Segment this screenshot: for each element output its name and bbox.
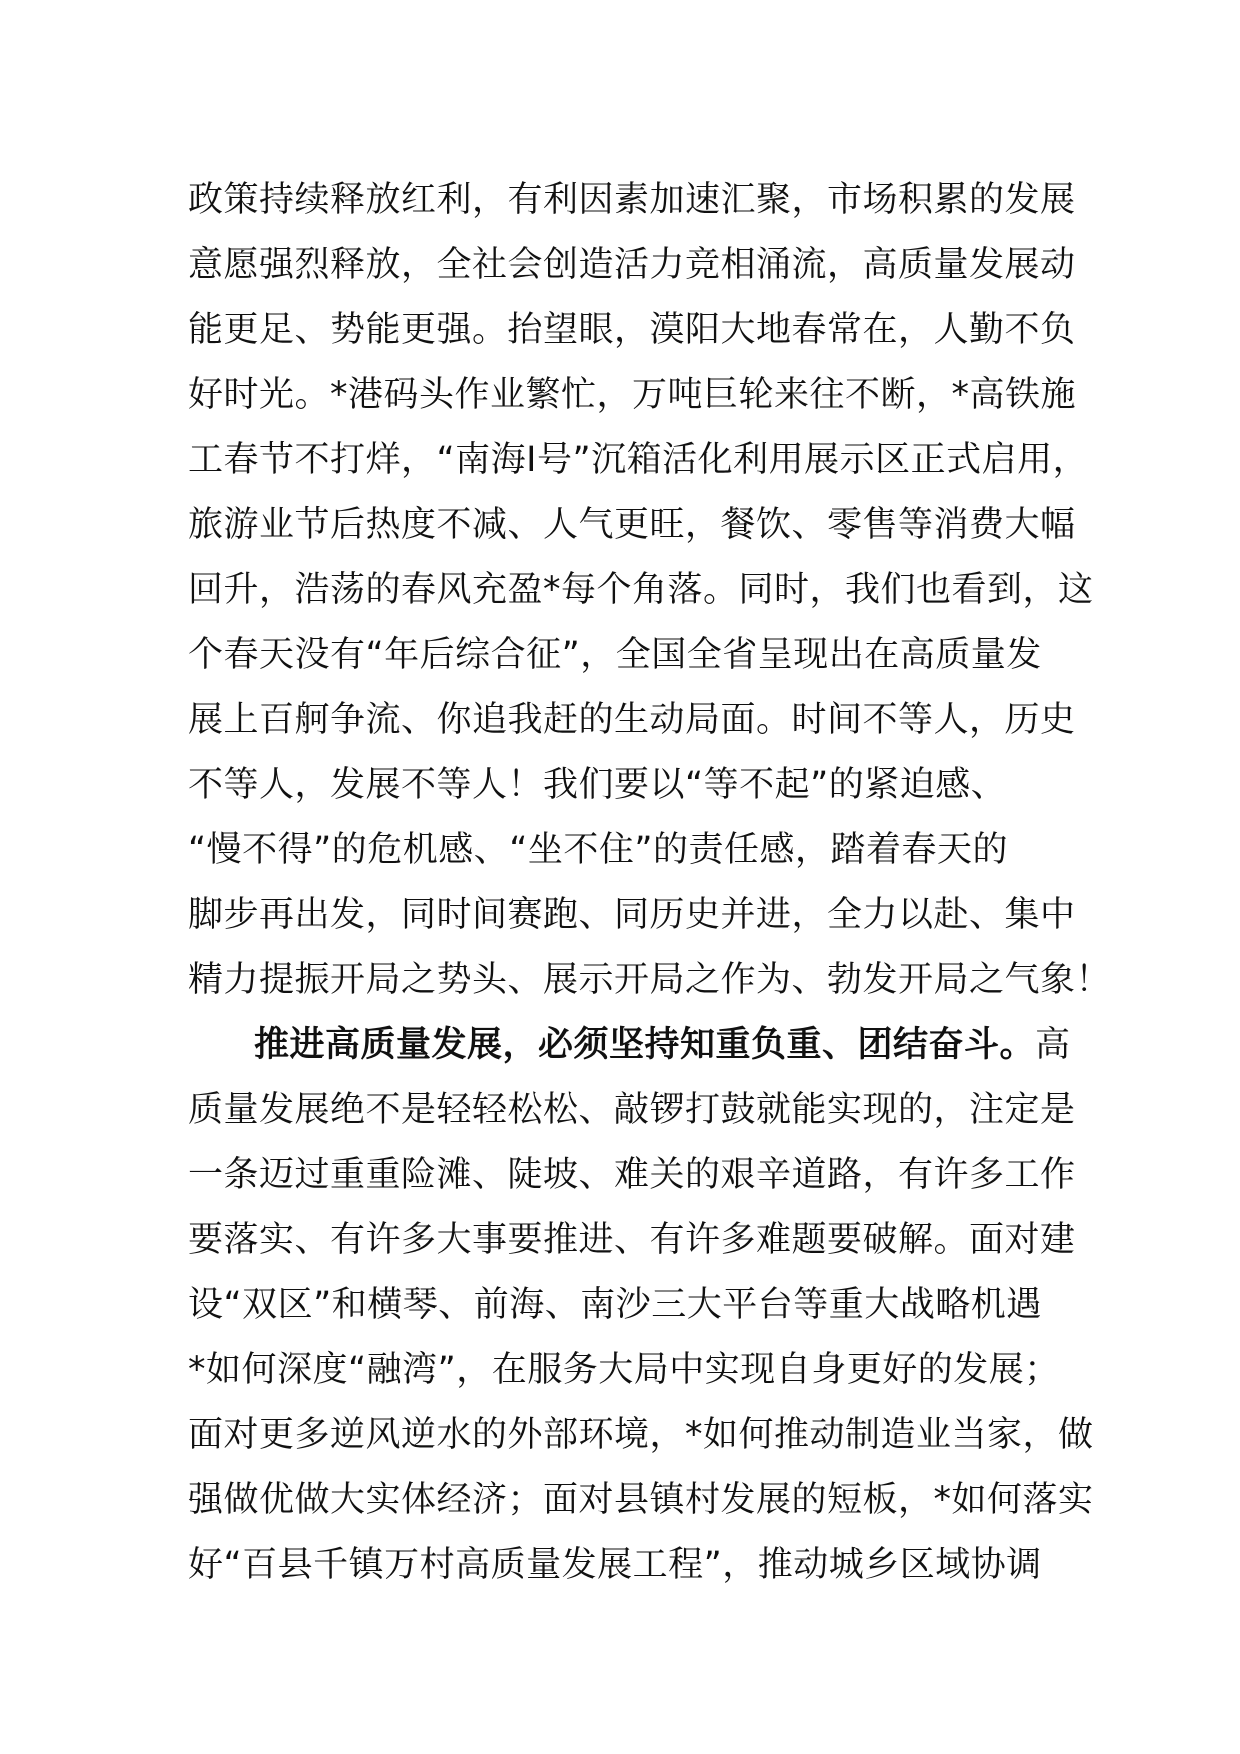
paragraph-line: 设“双区”和横琴、前海、南沙三大平台等重大战略机遇 — [188, 1285, 1042, 1325]
paragraph-line: 意愿强烈释放，全社会创造活力竞相涌流，高质量发展动 — [188, 245, 1076, 285]
paragraph-line: 展上百舸争流、你追我赶的生动局面。时间不等人，历史 — [188, 700, 1076, 740]
paragraph-line: 面对更多逆风逆水的外部环境，*如何推动制造业当家，做 — [188, 1415, 1094, 1455]
paragraph-line: 脚步再出发，同时间赛跑、同历史并进，全力以赴、集中 — [188, 895, 1076, 935]
paragraph-line: 好“百县千镇万村高质量发展工程”，推动城乡区域协调 — [188, 1545, 1042, 1585]
paragraph-first-line — [188, 1013, 1088, 1078]
paragraph-line: “慢不得”的危机感、“坐不住”的责任感，踏着春天的 — [188, 830, 1009, 870]
paragraph-heading: 推进高质量发展，必须坚持知重负重、团结奋斗。 — [254, 1025, 1036, 1065]
paragraph-line: 个春天没有“年后综合征”，全国全省呈现出在高质量发 — [188, 635, 1042, 675]
paragraph-line: 精力提振开局之势头、展示开局之作为、勃发开局之气象！ — [188, 960, 1112, 1000]
paragraph-line: 回升，浩荡的春风充盈*每个角落。同时，我们也看到，这 — [188, 570, 1094, 610]
document-body — [188, 168, 1112, 1598]
paragraph-line: 旅游业节后热度不减、人气更旺，餐饮、零售等消费大幅 — [188, 505, 1076, 545]
paragraph-line: 能更足、势能更强。抬望眼，漠阳大地春常在，人勤不负 — [188, 310, 1076, 350]
paragraph-line: 要落实、有许多大事要推进、有许多难题要破解。面对建 — [188, 1220, 1076, 1260]
paragraph-line: 质量发展绝不是轻轻松松、敲锣打鼓就能实现的，注定是 — [188, 1090, 1076, 1130]
paragraph-line: 一条迈过重重险滩、陡坡、难关的艰辛道路，有许多工作 — [188, 1155, 1076, 1195]
paragraph-line: 不等人，发展不等人！我们要以“等不起”的紧迫感、 — [188, 765, 1007, 805]
paragraph-line: 好时光。*港码头作业繁忙，万吨巨轮来往不断，*高铁施 — [188, 375, 1077, 415]
paragraph-line: 强做优做大实体经济；面对县镇村发展的短板，*如何落实 — [188, 1480, 1094, 1520]
paragraph-line-rest: 高 — [1035, 1025, 1071, 1065]
paragraph-line: 工春节不打烊，“南海Ⅰ号”沉箱活化利用展示区正式启用， — [188, 440, 1089, 480]
paragraph-line: *如何深度“融湾”，在服务大局中实现自身更好的发展； — [188, 1350, 1060, 1390]
paragraph-line: 政策持续释放红利，有利因素加速汇聚，市场积累的发展 — [188, 180, 1076, 220]
